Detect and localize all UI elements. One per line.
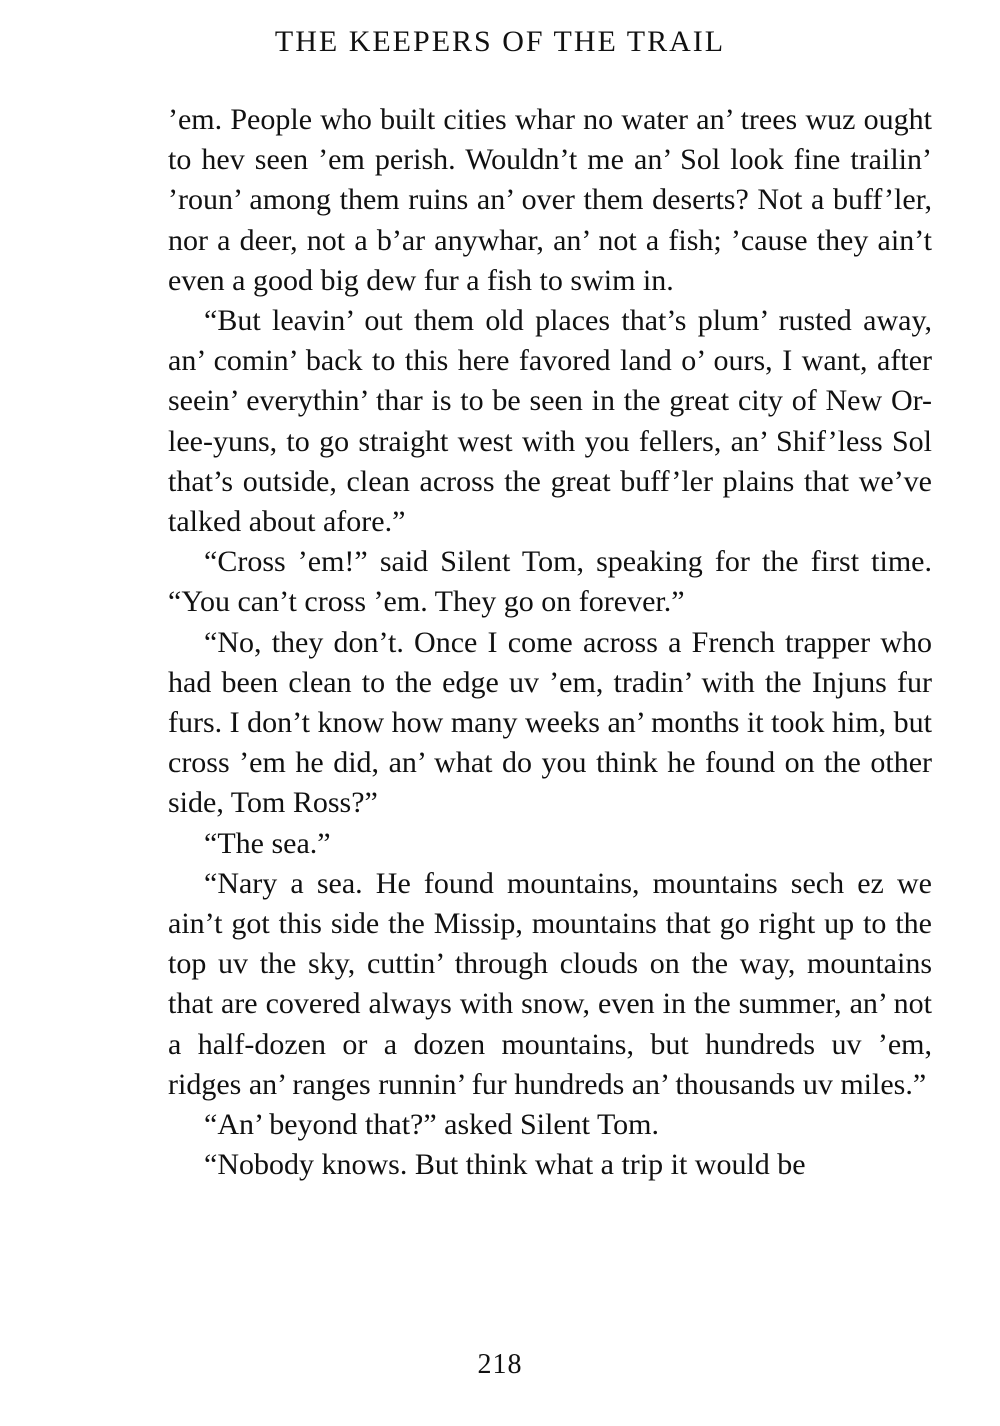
page-number: 218: [477, 1349, 523, 1380]
paragraph: “Cross ’em!” said Silent Tom, speaking for the first time. “You can’t cross ’em. They go on forever.”: [168, 545, 932, 619]
paragraph: “But leavin’ out them old places that’s plum’ rusted away, an’ comin’ back to this here favored land o’ ours, I want, after seein’ everythin’ thar is to be seen in the great city of New Or-lee-yuns, to go straight west with you fellers, an’ Shif’less Sol that’s outside, clean across the great buff’ler plains that we’ve talked about afore.”: [168, 304, 932, 539]
paragraph: “Nary a sea. He found mountains, mountains sech ez we ain’t got this side the Missip, mountains that go right up to the top uv the sky, cuttin’ through clouds on the way, mountains that are covered always with snow, even in the summer, an’ not a half-dozen or a dozen mountains, but hundreds uv ’em, ridges an’ ranges runnin’ fur hundreds an’ thousands uv miles.”: [168, 866, 932, 1101]
body-text: [168, 100, 932, 1185]
paragraph: “The sea.”: [204, 826, 331, 860]
running-head: THE KEEPERS OF THE TRAIL: [274, 25, 726, 58]
paragraph-last-line: “Nobody knows. But think what a trip it would be: [204, 1148, 806, 1182]
paragraph: “No, they don’t. Once I come across a French trapper who had been clean to the edge uv ’em, tradin’ with the Injuns fur furs. I don’t know how many weeks an’ months it took him, but cross ’em he did, an’ what do you think he found on the other side, Tom Ross?”: [168, 625, 932, 820]
paragraph-continued: ’em. People who built cities whar no water an’ trees wuz ought to hev seen ’em perish. Wouldn’t me an’ Sol look fine trailin’ ’roun’ among them ruins an’ over them deserts? Not a buff’ler, nor a deer, not a b’ar anywhar, an’ not a fish; ’cause they ain’t even a good big dew fur a fish to swim in.: [168, 103, 932, 297]
paragraph: “An’ beyond that?” asked Silent Tom.: [204, 1108, 660, 1142]
